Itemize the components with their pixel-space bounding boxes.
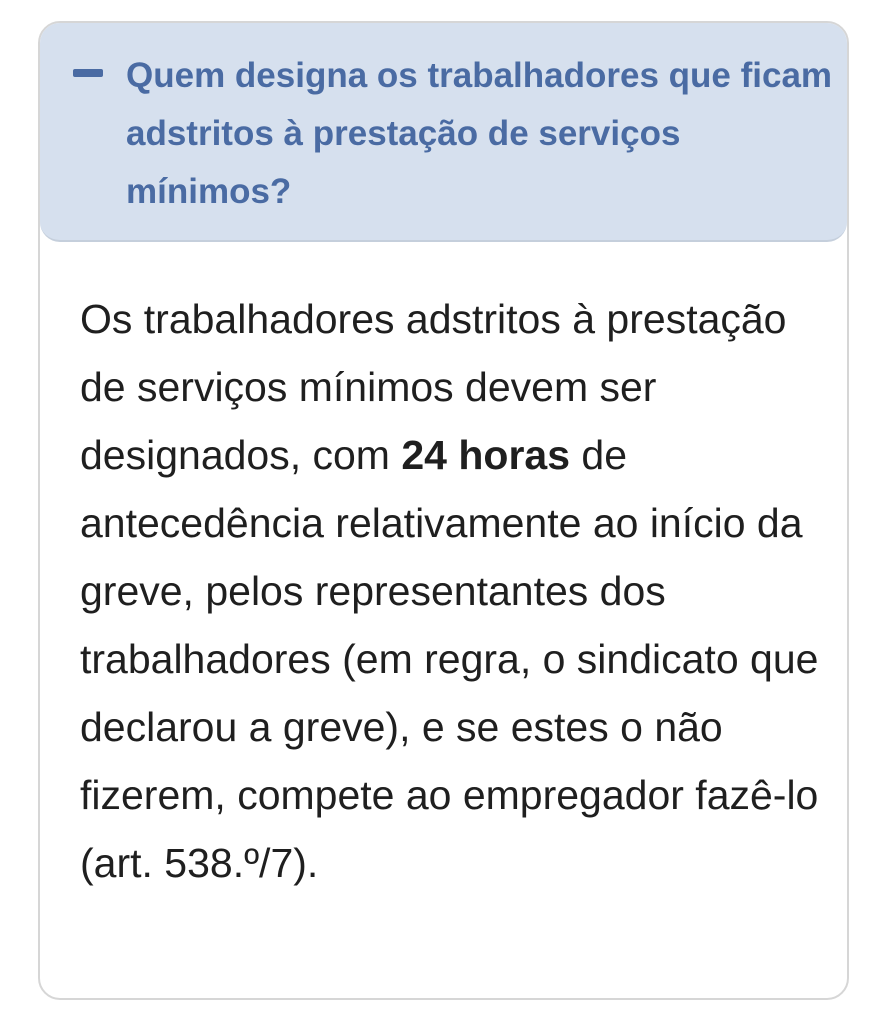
answer-bold-highlight: 24 horas [401,432,571,478]
faq-question-header[interactable] [40,23,847,242]
minus-icon[interactable] [73,69,103,77]
answer-text-end: de antecedência relativamente ao início da greve, pelos representantes dos trabalhadores (em regra, o sindicato que declarou a greve), e se estes o não fizerem, compete ao empregador fazê-lo (art. 538.º/7). [80,432,819,886]
faq-card [38,21,849,1000]
answer-text-start: Os trabalhadores adstritos à prestação de serviços mínimos devem ser designados, com [80,296,787,478]
faq-question: Quem designa os trabalhadores que ficam adstritos à prestação de serviços mínimos? [126,56,833,211]
faq-answer [80,285,820,897]
